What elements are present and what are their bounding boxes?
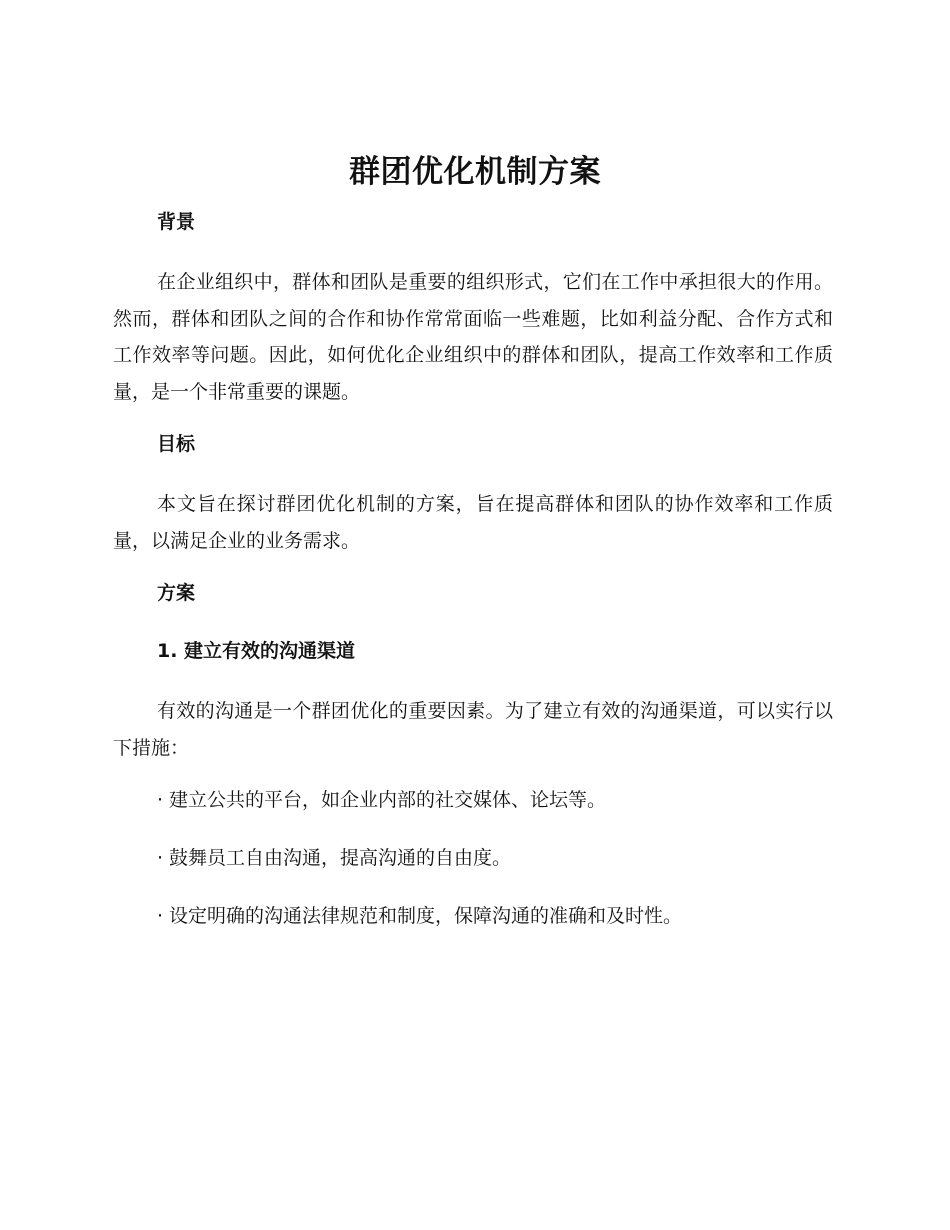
list-item <box>113 784 833 816</box>
list-item-text: 设定明确的沟通法律规范和制度，保障沟通的准确和及时性。 <box>169 905 683 927</box>
list-item <box>113 900 833 932</box>
section-heading-background: 背景 <box>157 211 196 233</box>
section-heading-plan: 方案 <box>157 582 196 604</box>
list-item-text: 建立公共的平台，如企业内部的社交媒体、论坛等。 <box>169 789 607 811</box>
goal-paragraph: 本文旨在探讨群团优化机制的方案，旨在提高群体和团队的协作效率和工作质量，以满足企业的业务需求。 <box>113 493 833 552</box>
communication-paragraph: 有效的沟通是一个群团优化的重要因素。为了建立有效的沟通渠道，可以实行以下措施： <box>113 700 833 759</box>
list-item-text: 鼓舞员工自由沟通，提高沟通的自由度。 <box>169 847 512 869</box>
subsection-heading-communication: 1. 建立有效的沟通渠道 <box>157 640 356 662</box>
document-body <box>113 206 833 958</box>
section-heading-goal: 目标 <box>157 433 196 455</box>
document-title: 群团优化机制方案 <box>349 154 601 190</box>
list-item <box>113 842 833 874</box>
background-paragraph: 在企业组织中，群体和团队是重要的组织形式，它们在工作中承担很大的作用。然而，群体和团队之间的合作和协作常常面临一些难题，比如利益分配、合作方式和工作效率等问题。因此，如何优化企业组织中的群体和团队，提高工作效率和工作质量，是一个非常重要的课题。 <box>113 271 833 403</box>
bullet-marker: · <box>157 905 164 927</box>
bullet-marker: · <box>157 789 164 811</box>
bullet-marker: · <box>157 847 164 869</box>
